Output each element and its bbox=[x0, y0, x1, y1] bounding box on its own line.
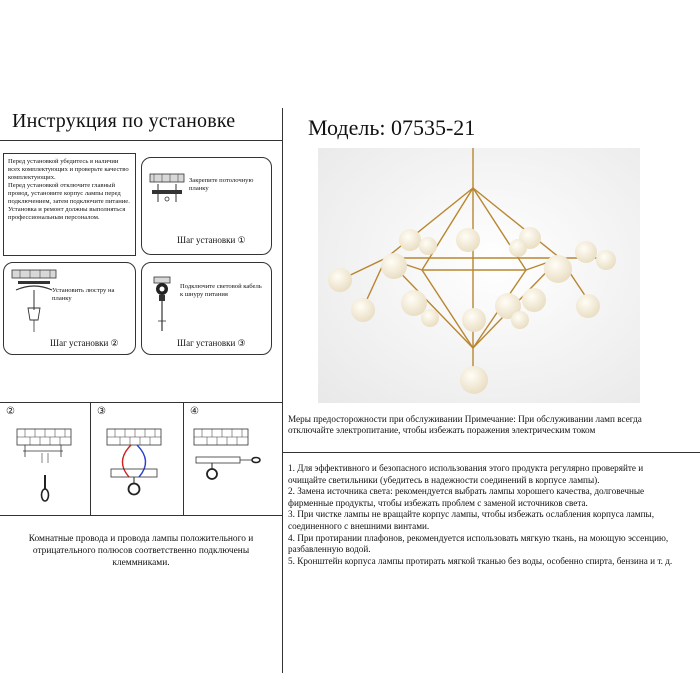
step2-label: Шаг установки ② bbox=[50, 338, 119, 348]
maintenance-line: 1. Для эффективного и безопасного использования этого продукта регулярно проверяйте и bbox=[288, 463, 644, 473]
wiring-top-divider bbox=[0, 402, 282, 403]
step3-description bbox=[180, 283, 272, 299]
wiring-diagram-3 bbox=[192, 427, 267, 487]
maintenance-line: 4. При протирании плафонов, рекомендуется использовать мягкую ткань, на моющую эссенцию, bbox=[288, 532, 669, 543]
precaution-line: Меры предосторожности при обслуживании Примечание: При обслуживании ламп всегда bbox=[288, 414, 642, 424]
wiring-note-line: Комнатные провода и провода лампы положительного и bbox=[28, 534, 254, 544]
intro-line: всех комплектующих и проверьте качество bbox=[8, 166, 129, 173]
step1-description bbox=[189, 177, 269, 193]
step2-desc-line: Установить люстру на bbox=[52, 287, 115, 294]
intro-line: Перед установкой отключите главный bbox=[8, 182, 115, 189]
wiring-note-line: отрицательного полюсов соответственно подключены bbox=[32, 546, 250, 556]
step3-cable-connect-illustration bbox=[148, 275, 178, 337]
maintenance-line: соединенного с внешними винтами. bbox=[288, 520, 430, 531]
step2-chandelier-mount-illustration bbox=[10, 268, 60, 343]
intro-line: Установка и ремонт должны выполняться bbox=[8, 206, 126, 213]
wiring-number-4: ④ bbox=[190, 406, 199, 417]
step1-ceiling-plate-illustration bbox=[148, 172, 188, 217]
maintenance-line: очищайте светильники (убедитесь в надежности соединений в корпусе лампы). bbox=[288, 474, 600, 485]
step2-desc-line: планку bbox=[52, 295, 72, 302]
intro-line: подключением, затем подключите питание. bbox=[8, 198, 130, 205]
intro-line: комплектующих. bbox=[8, 174, 56, 181]
wiring-divider-2 bbox=[183, 403, 184, 515]
maintenance-line: 5. Кронштейн корпуса лампы протирать мягкой тканью без воды, особенно спирта, бензина и т. д. bbox=[288, 555, 673, 566]
left-title-divider bbox=[0, 140, 282, 141]
wiring-diagram-2 bbox=[105, 427, 165, 507]
wiring-bottom-divider bbox=[0, 515, 282, 516]
wiring-number-2: ② bbox=[6, 406, 15, 417]
step3-desc-line: к шнуру питания bbox=[180, 291, 228, 298]
step3-desc-line: Подключите световой кабель bbox=[180, 283, 262, 290]
maintenance-line: 3. При чистке лампы не вращайте корпус лампы, чтобы избежать ослабления корпуса лампы, bbox=[288, 509, 654, 520]
precaution-text bbox=[288, 414, 693, 437]
page-divider bbox=[282, 108, 283, 673]
wiring-note-line: клеммниками. bbox=[112, 558, 170, 568]
maintenance-line: фирменные продукты, чтобы избежать проблем с заменой источников света. bbox=[288, 497, 588, 508]
maintenance-list bbox=[288, 463, 696, 567]
step1-desc-line: Закрепите потолочную bbox=[189, 177, 254, 184]
model-title: Модель: 07535-21 bbox=[308, 115, 476, 140]
precaution-line: отключайте электропитание, чтобы избежать поражения электрическим током bbox=[288, 425, 596, 436]
intro-line: провод, установите корпус лампы перед bbox=[8, 190, 121, 197]
step1-desc-line: планку bbox=[189, 185, 209, 192]
wiring-note bbox=[0, 533, 282, 569]
intro-line: профессиональным персоналом. bbox=[8, 214, 100, 221]
left-page-title: Инструкция по установке bbox=[12, 110, 236, 132]
wiring-diagram-1 bbox=[15, 427, 75, 507]
chandelier-photo bbox=[318, 148, 640, 403]
maintenance-line: 2. Замена источника света: рекомендуется выбрать лампы хорошего качества, долговечные bbox=[288, 486, 645, 497]
maintenance-line: разбавленную водой. bbox=[288, 544, 371, 555]
wiring-divider-1 bbox=[90, 403, 91, 515]
wiring-number-3: ③ bbox=[97, 406, 106, 417]
intro-text bbox=[8, 158, 136, 222]
step1-label: Шаг установки ① bbox=[177, 235, 246, 245]
intro-line: Перед установкой убедитесь в наличии bbox=[8, 158, 119, 165]
step3-label: Шаг установки ③ bbox=[177, 338, 246, 348]
precaution-divider bbox=[282, 452, 700, 453]
step2-description bbox=[52, 287, 132, 303]
